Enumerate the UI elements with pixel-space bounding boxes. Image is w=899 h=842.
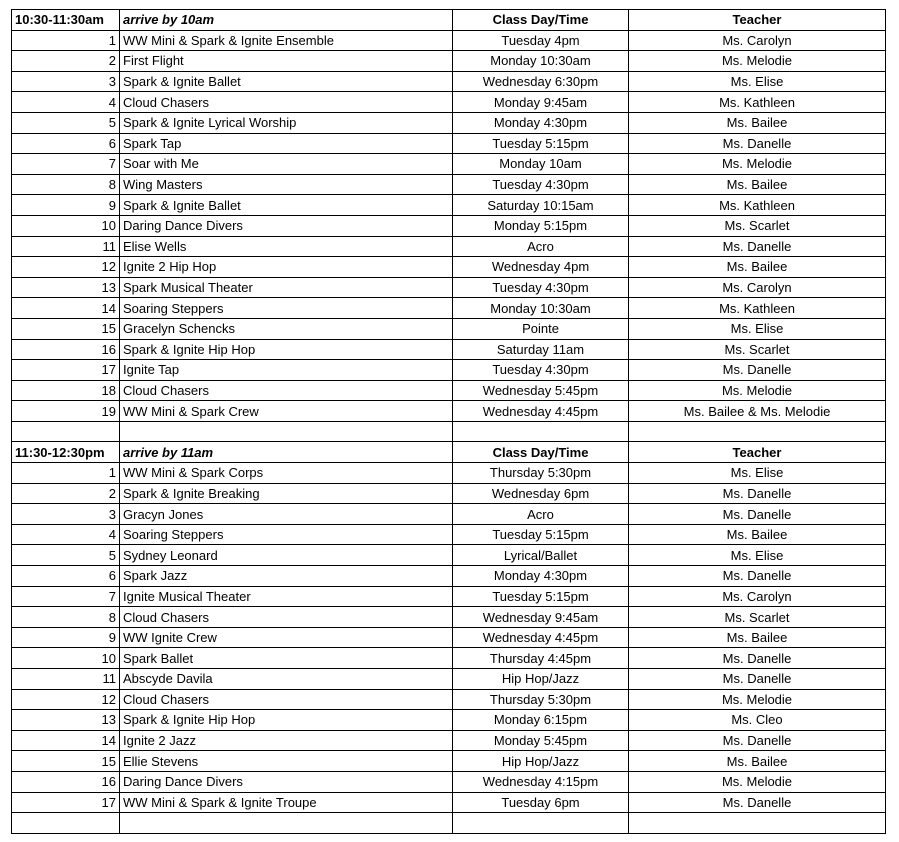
class-day-time: Hip Hop/Jazz — [453, 669, 629, 690]
class-day-time: Tuesday 4:30pm — [453, 277, 629, 298]
table-row — [12, 360, 886, 381]
teacher-name: Ms. Danelle — [629, 360, 886, 381]
class-day-time: Monday 9:45am — [453, 92, 629, 113]
row-number: 12 — [12, 689, 120, 710]
class-name: Cloud Chasers — [120, 92, 453, 113]
row-number: 14 — [12, 298, 120, 319]
class-name: Spark Tap — [120, 133, 453, 154]
class-day-time: Monday 10:30am — [453, 51, 629, 72]
class-name: Soaring Steppers — [120, 298, 453, 319]
teacher-name: Ms. Scarlet — [629, 339, 886, 360]
table-row — [12, 483, 886, 504]
teacher-name: Ms. Bailee — [629, 112, 886, 133]
arrival-note: arrive by 10am — [120, 10, 453, 31]
row-number: 10 — [12, 648, 120, 669]
class-name: WW Mini & Spark & Ignite Ensemble — [120, 30, 453, 51]
arrival-note: arrive by 11am — [120, 442, 453, 463]
class-name: First Flight — [120, 51, 453, 72]
row-number: 16 — [12, 339, 120, 360]
table-row — [12, 401, 886, 422]
class-day-time: Tuesday 4:30pm — [453, 174, 629, 195]
class-day-time: Tuesday 5:15pm — [453, 133, 629, 154]
teacher-name: Ms. Scarlet — [629, 215, 886, 236]
teacher-name: Ms. Danelle — [629, 792, 886, 813]
teacher-name: Ms. Bailee — [629, 257, 886, 278]
row-number: 4 — [12, 92, 120, 113]
class-name: Cloud Chasers — [120, 689, 453, 710]
teacher-name: Ms. Danelle — [629, 566, 886, 587]
table-row — [12, 751, 886, 772]
table-row — [12, 730, 886, 751]
teacher-name: Ms. Elise — [629, 71, 886, 92]
row-number: 9 — [12, 627, 120, 648]
row-number: 8 — [12, 174, 120, 195]
class-day-time: Thursday 5:30pm — [453, 689, 629, 710]
teacher-name: Ms. Scarlet — [629, 607, 886, 628]
teacher-name: Ms. Elise — [629, 545, 886, 566]
row-number: 8 — [12, 607, 120, 628]
class-day-time: Tuesday 6pm — [453, 792, 629, 813]
table-row — [12, 792, 886, 813]
time-slot-label: 10:30-11:30am — [12, 10, 120, 31]
row-number: 1 — [12, 463, 120, 484]
table-row — [12, 627, 886, 648]
teacher-name: Ms. Cleo — [629, 710, 886, 731]
teacher-name: Ms. Carolyn — [629, 30, 886, 51]
column-header-day-time: Class Day/Time — [453, 442, 629, 463]
table-row — [12, 298, 886, 319]
class-name: WW Mini & Spark Crew — [120, 401, 453, 422]
class-name: Cloud Chasers — [120, 607, 453, 628]
class-name: Ignite Musical Theater — [120, 586, 453, 607]
column-header-day-time: Class Day/Time — [453, 10, 629, 31]
class-day-time: Monday 4:30pm — [453, 112, 629, 133]
table-row — [12, 71, 886, 92]
class-day-time: Hip Hop/Jazz — [453, 751, 629, 772]
table-row — [12, 689, 886, 710]
class-day-time: Acro — [453, 236, 629, 257]
row-number: 13 — [12, 277, 120, 298]
row-number: 18 — [12, 380, 120, 401]
class-name: Sydney Leonard — [120, 545, 453, 566]
blank-row — [12, 813, 886, 834]
class-name: WW Mini & Spark Corps — [120, 463, 453, 484]
teacher-name: Ms. Elise — [629, 463, 886, 484]
class-name: Ignite 2 Jazz — [120, 730, 453, 751]
row-number: 11 — [12, 669, 120, 690]
class-name: Spark & Ignite Hip Hop — [120, 339, 453, 360]
class-day-time: Tuesday 5:15pm — [453, 524, 629, 545]
class-name: Spark Musical Theater — [120, 277, 453, 298]
teacher-name: Ms. Melodie — [629, 771, 886, 792]
class-day-time: Monday 5:45pm — [453, 730, 629, 751]
table-row — [12, 586, 886, 607]
class-name: Gracelyn Schencks — [120, 318, 453, 339]
table-row — [12, 504, 886, 525]
class-name: Abscyde Davila — [120, 669, 453, 690]
class-name: Daring Dance Divers — [120, 771, 453, 792]
row-number: 11 — [12, 236, 120, 257]
row-number: 3 — [12, 71, 120, 92]
table-row — [12, 195, 886, 216]
row-number: 2 — [12, 483, 120, 504]
class-day-time: Wednesday 9:45am — [453, 607, 629, 628]
teacher-name: Ms. Danelle — [629, 648, 886, 669]
table-row — [12, 545, 886, 566]
blank-cell — [120, 813, 453, 834]
class-name: WW Ignite Crew — [120, 627, 453, 648]
row-number: 6 — [12, 133, 120, 154]
table-row — [12, 710, 886, 731]
row-number: 7 — [12, 586, 120, 607]
blank-cell — [453, 813, 629, 834]
class-day-time: Acro — [453, 504, 629, 525]
class-name: WW Mini & Spark & Ignite Troupe — [120, 792, 453, 813]
class-day-time: Monday 4:30pm — [453, 566, 629, 587]
class-name: Ellie Stevens — [120, 751, 453, 772]
blank-cell — [629, 421, 886, 442]
class-day-time: Monday 10:30am — [453, 298, 629, 319]
class-name: Spark Ballet — [120, 648, 453, 669]
class-name: Elise Wells — [120, 236, 453, 257]
row-number: 6 — [12, 566, 120, 587]
class-day-time: Wednesday 6:30pm — [453, 71, 629, 92]
class-day-time: Wednesday 5:45pm — [453, 380, 629, 401]
class-day-time: Monday 6:15pm — [453, 710, 629, 731]
class-name: Spark & Ignite Ballet — [120, 71, 453, 92]
class-day-time: Tuesday 4pm — [453, 30, 629, 51]
row-number: 16 — [12, 771, 120, 792]
class-name: Soaring Steppers — [120, 524, 453, 545]
teacher-name: Ms. Elise — [629, 318, 886, 339]
schedule-table — [11, 9, 886, 834]
class-day-time: Tuesday 5:15pm — [453, 586, 629, 607]
blank-cell — [453, 421, 629, 442]
row-number: 15 — [12, 318, 120, 339]
row-number: 4 — [12, 524, 120, 545]
class-day-time: Saturday 11am — [453, 339, 629, 360]
section-header-row — [12, 442, 886, 463]
table-row — [12, 318, 886, 339]
blank-cell — [12, 421, 120, 442]
table-row — [12, 607, 886, 628]
class-name: Daring Dance Divers — [120, 215, 453, 236]
class-day-time: Thursday 5:30pm — [453, 463, 629, 484]
table-row — [12, 236, 886, 257]
teacher-name: Ms. Melodie — [629, 154, 886, 175]
table-row — [12, 380, 886, 401]
teacher-name: Ms. Melodie — [629, 51, 886, 72]
teacher-name: Ms. Carolyn — [629, 277, 886, 298]
class-name: Cloud Chasers — [120, 380, 453, 401]
table-row — [12, 30, 886, 51]
table-row — [12, 669, 886, 690]
column-header-teacher: Teacher — [629, 442, 886, 463]
class-day-time: Wednesday 4pm — [453, 257, 629, 278]
class-name: Gracyn Jones — [120, 504, 453, 525]
row-number: 7 — [12, 154, 120, 175]
table-row — [12, 463, 886, 484]
class-name: Spark & Ignite Ballet — [120, 195, 453, 216]
row-number: 2 — [12, 51, 120, 72]
row-number: 19 — [12, 401, 120, 422]
teacher-name: Ms. Carolyn — [629, 586, 886, 607]
teacher-name: Ms. Danelle — [629, 133, 886, 154]
class-name: Ignite Tap — [120, 360, 453, 381]
table-row — [12, 92, 886, 113]
teacher-name: Ms. Melodie — [629, 380, 886, 401]
class-day-time: Wednesday 4:45pm — [453, 401, 629, 422]
table-row — [12, 133, 886, 154]
schedule-body — [12, 10, 886, 834]
table-row — [12, 215, 886, 236]
table-row — [12, 339, 886, 360]
row-number: 15 — [12, 751, 120, 772]
teacher-name: Ms. Melodie — [629, 689, 886, 710]
row-number: 5 — [12, 112, 120, 133]
teacher-name: Ms. Danelle — [629, 730, 886, 751]
class-name: Spark & Ignite Lyrical Worship — [120, 112, 453, 133]
table-row — [12, 524, 886, 545]
class-name: Wing Masters — [120, 174, 453, 195]
class-day-time: Saturday 10:15am — [453, 195, 629, 216]
blank-cell — [12, 813, 120, 834]
row-number: 10 — [12, 215, 120, 236]
table-row — [12, 566, 886, 587]
teacher-name: Ms. Bailee — [629, 751, 886, 772]
teacher-name: Ms. Bailee — [629, 174, 886, 195]
blank-cell — [120, 421, 453, 442]
section-header-row — [12, 10, 886, 31]
class-day-time: Wednesday 4:15pm — [453, 771, 629, 792]
class-day-time: Tuesday 4:30pm — [453, 360, 629, 381]
class-day-time: Pointe — [453, 318, 629, 339]
teacher-name: Ms. Bailee & Ms. Melodie — [629, 401, 886, 422]
class-day-time: Lyrical/Ballet — [453, 545, 629, 566]
time-slot-label: 11:30-12:30pm — [12, 442, 120, 463]
teacher-name: Ms. Kathleen — [629, 92, 886, 113]
table-row — [12, 112, 886, 133]
class-name: Spark Jazz — [120, 566, 453, 587]
table-row — [12, 174, 886, 195]
row-number: 17 — [12, 792, 120, 813]
class-name: Ignite 2 Hip Hop — [120, 257, 453, 278]
class-name: Spark & Ignite Breaking — [120, 483, 453, 504]
table-row — [12, 257, 886, 278]
row-number: 1 — [12, 30, 120, 51]
table-row — [12, 154, 886, 175]
table-row — [12, 648, 886, 669]
class-day-time: Thursday 4:45pm — [453, 648, 629, 669]
column-header-teacher: Teacher — [629, 10, 886, 31]
teacher-name: Ms. Danelle — [629, 483, 886, 504]
row-number: 9 — [12, 195, 120, 216]
class-day-time: Monday 5:15pm — [453, 215, 629, 236]
class-day-time: Monday 10am — [453, 154, 629, 175]
row-number: 3 — [12, 504, 120, 525]
blank-cell — [629, 813, 886, 834]
class-name: Spark & Ignite Hip Hop — [120, 710, 453, 731]
teacher-name: Ms. Danelle — [629, 504, 886, 525]
row-number: 13 — [12, 710, 120, 731]
row-number: 14 — [12, 730, 120, 751]
teacher-name: Ms. Danelle — [629, 236, 886, 257]
teacher-name: Ms. Danelle — [629, 669, 886, 690]
row-number: 5 — [12, 545, 120, 566]
row-number: 12 — [12, 257, 120, 278]
class-name: Soar with Me — [120, 154, 453, 175]
blank-row — [12, 421, 886, 442]
teacher-name: Ms. Bailee — [629, 627, 886, 648]
teacher-name: Ms. Kathleen — [629, 195, 886, 216]
table-row — [12, 771, 886, 792]
table-row — [12, 51, 886, 72]
teacher-name: Ms. Bailee — [629, 524, 886, 545]
class-day-time: Wednesday 4:45pm — [453, 627, 629, 648]
class-day-time: Wednesday 6pm — [453, 483, 629, 504]
row-number: 17 — [12, 360, 120, 381]
table-row — [12, 277, 886, 298]
teacher-name: Ms. Kathleen — [629, 298, 886, 319]
